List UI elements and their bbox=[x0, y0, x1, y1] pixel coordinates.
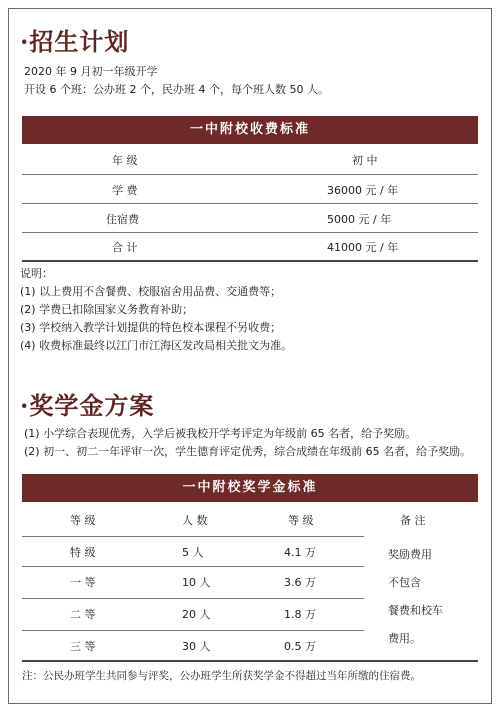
table-bottom-rule bbox=[22, 660, 478, 662]
divider bbox=[22, 630, 364, 631]
divider bbox=[22, 174, 478, 175]
header-level: 等 级 bbox=[70, 514, 96, 527]
count: 20 人 bbox=[182, 608, 211, 621]
remark-line: 奖励费用 bbox=[388, 548, 432, 561]
note-item: (2) 学费已扣除国家义务教育补助； bbox=[20, 303, 194, 316]
amount: 3.6 万 bbox=[284, 576, 316, 589]
count: 30 人 bbox=[182, 640, 211, 653]
divider bbox=[22, 232, 478, 233]
divider bbox=[22, 598, 364, 599]
fee-label: 学 费 bbox=[112, 184, 138, 197]
divider bbox=[22, 203, 478, 204]
amount: 0.5 万 bbox=[284, 640, 316, 653]
remark-line: 不包含 bbox=[388, 576, 421, 589]
count: 5 人 bbox=[182, 546, 204, 559]
count: 10 人 bbox=[182, 576, 211, 589]
remark-line: 费用。 bbox=[388, 632, 421, 645]
fee-value: 36000 元 / 年 bbox=[327, 184, 399, 197]
document-frame bbox=[8, 8, 492, 704]
footer-note: 注：公民办班学生共同参与评奖，公办班学生所获奖学金不得超过当年所缴的住宿费。 bbox=[22, 670, 421, 682]
divider bbox=[22, 566, 364, 567]
header-remark: 备 注 bbox=[400, 514, 426, 527]
fee-header-label: 年 级 bbox=[112, 154, 138, 167]
header-amount: 等 级 bbox=[288, 514, 314, 527]
scholarship-intro: (1) 小学综合表现优秀，入学后被我校开学考评定为年级前 65 名者，给予奖励。 bbox=[24, 427, 417, 440]
section-title-scholarship: ·奖学金方案 bbox=[20, 391, 155, 420]
intro-line: 开设 6 个班：公办班 2 个，民办班 4 个，每个班人数 50 人。 bbox=[24, 83, 329, 96]
amount: 1.8 万 bbox=[284, 608, 316, 621]
fee-table-title: 一中附校收费标准 bbox=[22, 116, 478, 144]
level: 三 等 bbox=[70, 640, 96, 653]
fee-value: 41000 元 / 年 bbox=[327, 241, 399, 254]
fee-header-value: 初 中 bbox=[352, 154, 378, 167]
table-bottom-rule bbox=[22, 260, 478, 262]
level: 特 级 bbox=[70, 546, 96, 559]
level: 二 等 bbox=[70, 608, 96, 621]
fee-label: 合 计 bbox=[112, 241, 138, 254]
fee-label: 住宿费 bbox=[106, 213, 139, 226]
note-item: (3) 学校纳入教学计划提供的特色校本课程不另收费； bbox=[20, 321, 282, 334]
header-count: 人 数 bbox=[182, 514, 208, 527]
remark-line: 餐费和校车 bbox=[388, 604, 443, 617]
note-item: (1) 以上费用不含餐费、校服宿舍用品费、交通费等； bbox=[20, 285, 282, 298]
notes-heading: 说明： bbox=[20, 267, 53, 280]
fee-value: 5000 元 / 年 bbox=[327, 213, 392, 226]
scholarship-table-title: 一中附校奖学金标准 bbox=[22, 474, 478, 502]
divider bbox=[22, 536, 364, 537]
intro-line: 2020 年 9 月初一年级开学 bbox=[24, 65, 158, 78]
level: 一 等 bbox=[70, 576, 96, 589]
note-item: (4) 收费标准最终以江门市江海区发改局相关批文为准。 bbox=[20, 339, 293, 352]
amount: 4.1 万 bbox=[284, 546, 316, 559]
scholarship-intro: (2) 初一、初二一年评审一次，学生德育评定优秀，综合成绩在年级前 65 名者，给予奖励。 bbox=[24, 445, 472, 458]
section-title-enrollment: ·招生计划 bbox=[20, 27, 130, 56]
